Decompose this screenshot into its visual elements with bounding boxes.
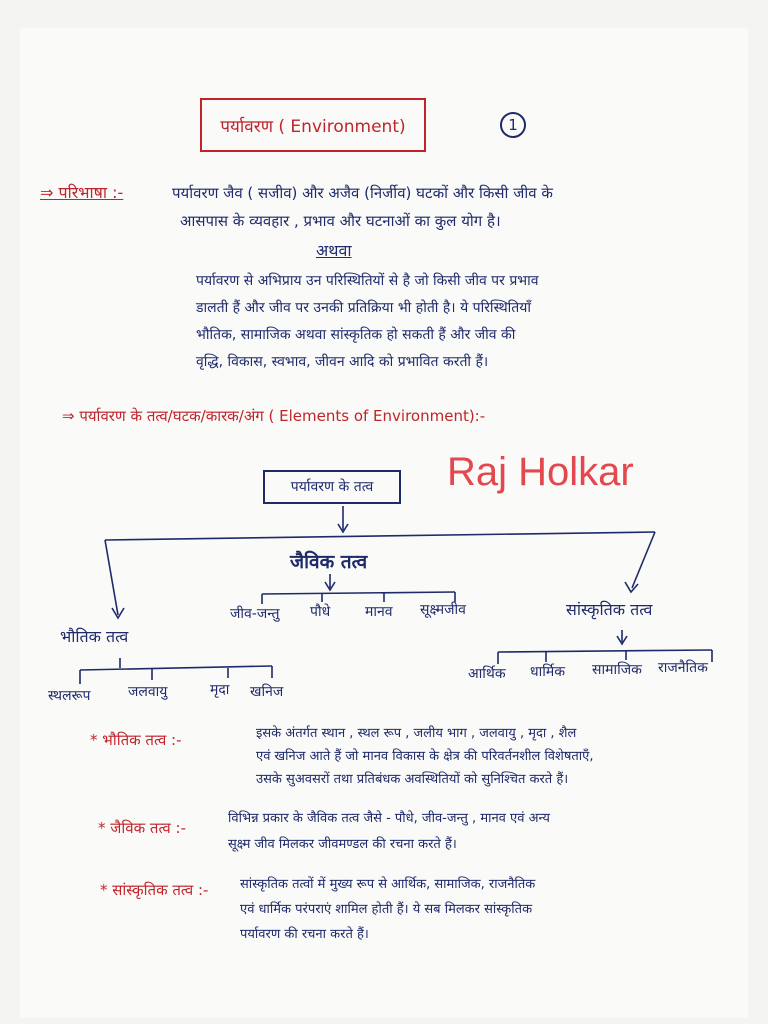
alt-definition-line: वृद्धि, विकास, स्वभाव, जीवन आदि को प्रभावित करती हैं। — [196, 354, 489, 370]
note-line: एवं धार्मिक परंपराएं शामिल होती हैं। ये सब मिलकर सांस्कृतिक — [240, 902, 533, 917]
alt-definition-line: डालती हैं और जीव पर उनकी प्रतिक्रिया भी होती है। ये परिस्थितियाँ — [196, 300, 532, 316]
biotic-child: सूक्ष्मजीव — [420, 602, 466, 618]
alt-definition-line: पर्यावरण से अभिप्राय उन परिस्थितियों से है जो किसी जीव पर प्रभाव — [196, 273, 539, 289]
physical-child: खनिज — [250, 684, 284, 700]
definition-line-2: आसपास के व्यवहार , प्रभाव और घटनाओं का कुल योग है। — [180, 212, 501, 230]
note-line: इसके अंतर्गत स्थान , स्थल रूप , जलीय भाग , जलवायु , मृदा , शैल — [256, 726, 577, 741]
note-line: सांस्कृतिक तत्वों में मुख्य रूप से आर्थिक, सामाजिक, राजनैतिक — [240, 877, 536, 892]
note-line: पर्यावरण की रचना करते हैं। — [240, 927, 369, 942]
watermark: Raj Holkar — [447, 450, 634, 494]
note-biotic-text — [228, 806, 550, 858]
page-number: 1 — [500, 112, 526, 138]
note-line: विभिन्न प्रकार के जैविक तत्व जैसे - पौधे, जीव-जन्तु , मानव एवं अन्य — [228, 811, 550, 826]
note-biotic-label: * जैविक तत्व :- — [98, 819, 187, 837]
physical-child: मृदा — [210, 682, 230, 698]
physical-child: स्थलरूप — [48, 688, 91, 704]
note-line: उसके सुअवसरों तथा प्रतिबंधक अवस्थितियों को सुनिश्चित करते हैं। — [256, 772, 569, 787]
note-line: एवं खनिज आते हैं जो मानव विकास के क्षेत्र की परिवर्तनशील विशेषताएँ, — [256, 749, 594, 764]
alt-definition-line: भौतिक, सामाजिक अथवा सांस्कृतिक हो सकती हैं और जीव की — [196, 327, 516, 343]
cultural-child: धार्मिक — [530, 664, 565, 680]
physical-child: जलवायु — [128, 684, 168, 700]
definition-label: ⇒ परिभाषा :- — [40, 183, 124, 202]
cultural-node: सांस्कृतिक तत्व — [566, 600, 653, 619]
note-line: सूक्ष्म जीव मिलकर जीवमण्डल की रचना करते हैं। — [228, 837, 457, 852]
definition-line-1: पर्यावरण जैव ( सजीव) और अजैव (निर्जीव) घटकों और किसी जीव के — [172, 184, 553, 202]
biotic-child: मानव — [365, 604, 393, 620]
note-cultural-text — [240, 872, 535, 947]
elements-heading: ⇒ पर्यावरण के तत्व/घटक/कारक/अंग ( Elements of Environment):- — [62, 407, 486, 425]
note-cultural-label: * सांस्कृतिक तत्व :- — [100, 881, 209, 899]
page-title: पर्यावरण ( Environment) — [200, 98, 426, 152]
root-node: पर्यावरण के तत्व — [263, 470, 401, 504]
cultural-child: आर्थिक — [468, 666, 506, 682]
biotic-child: जीव-जन्तु — [230, 606, 280, 622]
note-physical-text — [256, 722, 594, 791]
or-label: अथवा — [316, 241, 352, 260]
cultural-child: सामाजिक — [592, 662, 642, 678]
physical-node: भौतिक तत्व — [60, 627, 129, 646]
biotic-node: जैविक तत्व — [290, 551, 368, 573]
note-physical-label: * भौतिक तत्व :- — [90, 731, 182, 749]
cultural-child: राजनैतिक — [658, 660, 708, 676]
biotic-child: पौधे — [310, 604, 331, 620]
